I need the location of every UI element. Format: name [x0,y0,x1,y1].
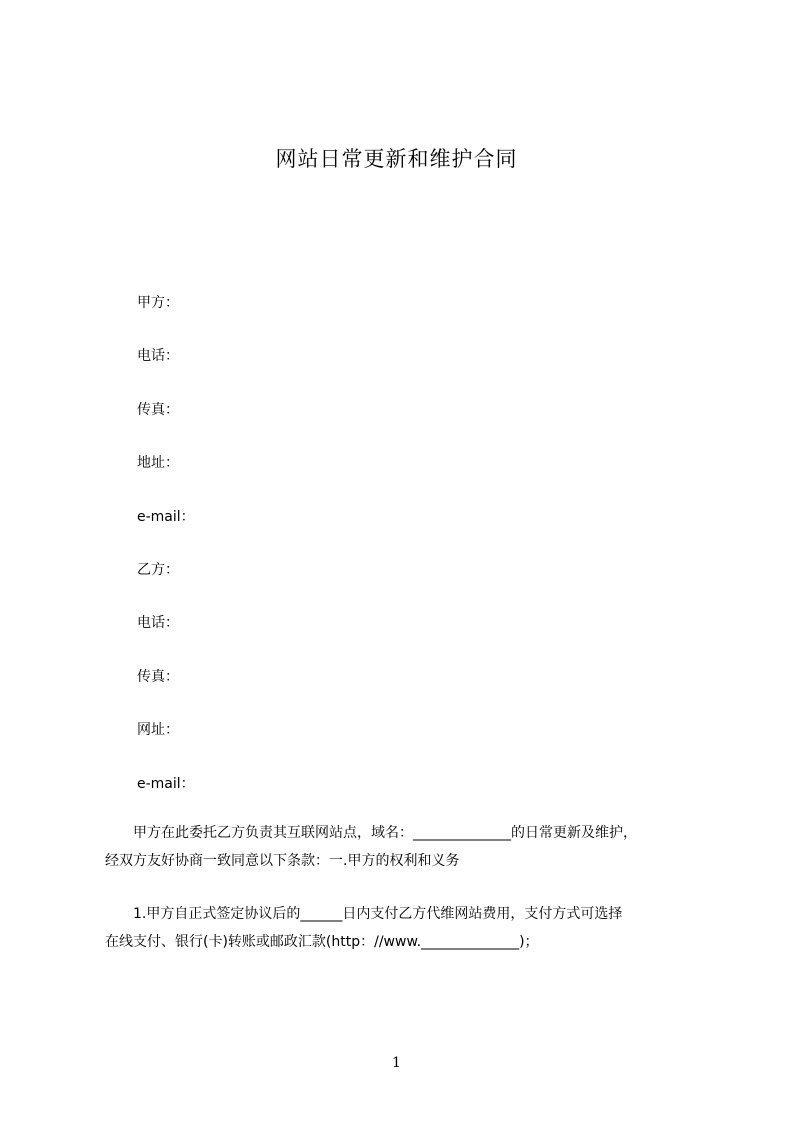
party-b-phone: 电话： [137,615,179,631]
clause-1-line-1: 1.甲方自正式签定协议后的______日内支付乙方代维网站费用，支付方式可选择 [105,906,623,922]
clause-1-line-2: 在线支付、银行(卡)转账或邮政汇款(http：//www.______________)； [105,934,539,950]
intro-line-1: 甲方在此委托乙方负责其互联网站点，域名：______________的日常更新及维护， [105,825,637,841]
party-a-label: 甲方： [137,295,179,311]
party-a-email: e-mail： [137,509,195,525]
party-a-fax: 传真： [137,402,179,418]
page-number: 1 [392,1055,401,1071]
page-title: 网站日常更新和维护合同 [275,147,518,171]
party-b-website: 网址： [137,722,179,738]
clause-1-paragraph [105,900,725,956]
intro-line-2: 经双方友好协商一致同意以下条款：一.甲方的权利和义务 [105,853,460,869]
party-b-fax: 传真： [137,669,179,685]
party-b-email: e-mail： [137,776,195,792]
intro-paragraph [105,819,725,875]
party-a-phone: 电话： [137,348,179,364]
party-b-label: 乙方： [137,562,179,578]
party-a-address: 地址： [137,455,179,471]
